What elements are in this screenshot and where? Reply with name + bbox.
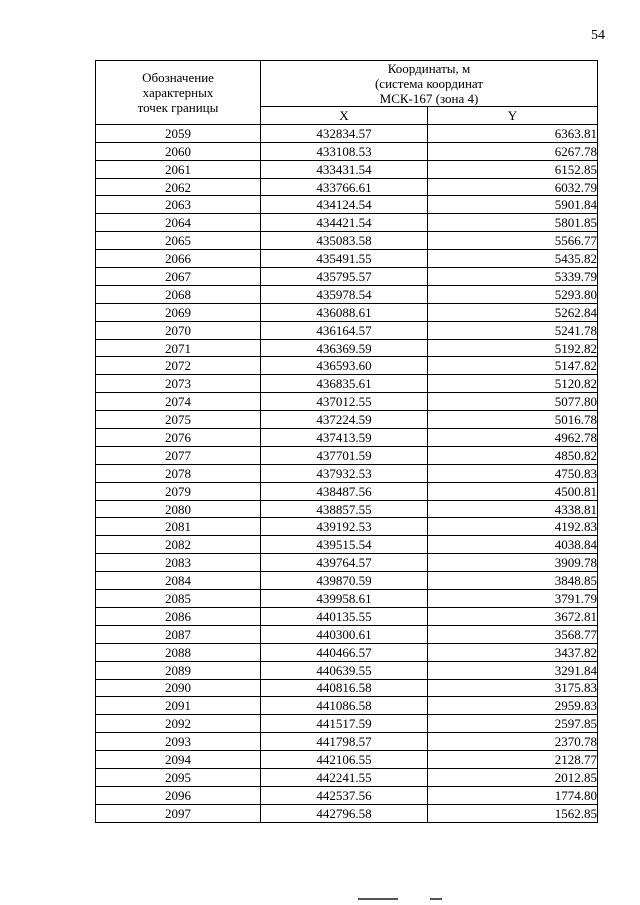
y-coordinate-cell: 2370.78 [428,733,598,751]
table-row [96,518,598,536]
point-number-cell: 2065 [96,232,261,250]
y-coordinate-cell: 5147.82 [428,357,598,375]
y-coordinate-cell: 5262.84 [428,303,598,321]
y-coordinate-cell: 4338.81 [428,500,598,518]
y-coordinate-cell: 6152.85 [428,160,598,178]
point-number-cell: 2068 [96,285,261,303]
table-row [96,500,598,518]
point-number-cell: 2070 [96,321,261,339]
point-number-cell: 2066 [96,250,261,268]
point-number-cell: 2089 [96,661,261,679]
x-coordinate-cell: 439515.54 [261,536,428,554]
x-coordinate-cell: 437701.59 [261,446,428,464]
x-coordinate-cell: 439958.61 [261,590,428,608]
x-coordinate-cell: 437012.55 [261,393,428,411]
table-row [96,339,598,357]
table-row [96,285,598,303]
x-coordinate-cell: 440135.55 [261,607,428,625]
x-coordinate-cell: 439870.59 [261,572,428,590]
x-coordinate-cell: 436593.60 [261,357,428,375]
x-coordinate-cell: 438857.55 [261,500,428,518]
y-coordinate-cell: 3909.78 [428,554,598,572]
y-coordinate-cell: 3291.84 [428,661,598,679]
x-column-header: X [261,107,428,125]
point-number-cell: 2076 [96,429,261,447]
coordinates-header-line: (система координат [374,76,484,91]
table-row [96,482,598,500]
x-coordinate-cell: 433108.53 [261,142,428,160]
coordinates-header-line: МСК-167 (зона 4) [379,91,479,106]
point-number-cell: 2064 [96,214,261,232]
table-row [96,643,598,661]
table-row [96,411,598,429]
table-row [96,536,598,554]
table-row [96,214,598,232]
y-coordinate-cell: 5192.82 [428,339,598,357]
y-coordinate-cell: 5435.82 [428,250,598,268]
point-number-cell: 2093 [96,733,261,751]
y-coordinate-cell: 5901.84 [428,196,598,214]
x-coordinate-cell: 439764.57 [261,554,428,572]
point-number-cell: 2094 [96,751,261,769]
designation-header [96,61,261,125]
point-number-cell: 2061 [96,160,261,178]
y-coordinate-cell: 5120.82 [428,375,598,393]
designation-header-line: характерных [142,84,214,100]
point-number-cell: 2082 [96,536,261,554]
x-coordinate-cell: 441086.58 [261,697,428,715]
y-coordinate-cell: 5801.85 [428,214,598,232]
table-row [96,625,598,643]
y-coordinate-cell: 5566.77 [428,232,598,250]
coordinates-header-line: Координаты, м [387,61,471,76]
y-coordinate-cell: 4962.78 [428,429,598,447]
coordinates-table [95,60,598,823]
table-row [96,751,598,769]
y-coordinate-cell: 2128.77 [428,751,598,769]
table-row [96,446,598,464]
coordinates-header [261,61,598,107]
table-row [96,232,598,250]
x-coordinate-cell: 442796.58 [261,804,428,822]
table-row [96,804,598,822]
x-coordinate-cell: 437413.59 [261,429,428,447]
x-coordinate-cell: 440816.58 [261,679,428,697]
point-number-cell: 2096 [96,786,261,804]
point-number-cell: 2090 [96,679,261,697]
point-number-cell: 2080 [96,500,261,518]
point-number-cell: 2092 [96,715,261,733]
y-coordinate-cell: 6032.79 [428,178,598,196]
table-row [96,429,598,447]
x-coordinate-cell: 436164.57 [261,321,428,339]
y-coordinate-cell: 6363.81 [428,124,598,142]
x-coordinate-cell: 441798.57 [261,733,428,751]
x-coordinate-cell: 435978.54 [261,285,428,303]
y-coordinate-cell: 5077.80 [428,393,598,411]
x-coordinate-cell: 436369.59 [261,339,428,357]
table-row [96,178,598,196]
table-row [96,303,598,321]
y-coordinate-cell: 3437.82 [428,643,598,661]
point-number-cell: 2075 [96,411,261,429]
y-coordinate-cell: 2597.85 [428,715,598,733]
table-row [96,661,598,679]
x-coordinate-cell: 439192.53 [261,518,428,536]
y-coordinate-cell: 3568.77 [428,625,598,643]
point-number-cell: 2081 [96,518,261,536]
point-number-cell: 2095 [96,768,261,786]
point-number-cell: 2067 [96,268,261,286]
point-number-cell: 2086 [96,607,261,625]
point-number-cell: 2079 [96,482,261,500]
y-coordinate-cell: 3175.83 [428,679,598,697]
y-coordinate-cell: 5293.80 [428,285,598,303]
point-number-cell: 2071 [96,339,261,357]
x-coordinate-cell: 440300.61 [261,625,428,643]
x-coordinate-cell: 437224.59 [261,411,428,429]
point-number-cell: 2069 [96,303,261,321]
table-row [96,375,598,393]
table-row [96,786,598,804]
table-row [96,590,598,608]
y-coordinate-cell: 4038.84 [428,536,598,554]
table-header-row [96,61,598,107]
y-coordinate-cell: 4192.83 [428,518,598,536]
y-column-header: Y [428,107,598,125]
y-coordinate-cell: 6267.78 [428,142,598,160]
table-row [96,697,598,715]
point-number-cell: 2083 [96,554,261,572]
table-body [96,124,598,822]
x-coordinate-cell: 440466.57 [261,643,428,661]
x-coordinate-cell: 434124.54 [261,196,428,214]
y-coordinate-cell: 1774.80 [428,786,598,804]
footer-scan-mark [358,898,448,901]
x-coordinate-cell: 442106.55 [261,751,428,769]
page-number: 54 [591,28,605,43]
designation-header-line: точек границы [137,99,219,115]
table-row [96,572,598,590]
table-row [96,554,598,572]
x-coordinate-cell: 433431.54 [261,160,428,178]
point-number-cell: 2074 [96,393,261,411]
y-coordinate-cell: 4500.81 [428,482,598,500]
y-coordinate-cell: 4750.83 [428,464,598,482]
x-coordinate-cell: 435795.57 [261,268,428,286]
y-coordinate-cell: 3848.85 [428,572,598,590]
x-coordinate-cell: 438487.56 [261,482,428,500]
x-coordinate-cell: 435083.58 [261,232,428,250]
table-row [96,679,598,697]
table-row [96,607,598,625]
point-number-cell: 2078 [96,464,261,482]
point-number-cell: 2073 [96,375,261,393]
y-coordinate-cell: 2012.85 [428,768,598,786]
x-coordinate-cell: 435491.55 [261,250,428,268]
x-coordinate-cell: 440639.55 [261,661,428,679]
y-coordinate-cell: 5241.78 [428,321,598,339]
point-number-cell: 2063 [96,196,261,214]
table-row [96,160,598,178]
table-row [96,464,598,482]
point-number-cell: 2085 [96,590,261,608]
x-coordinate-cell: 436088.61 [261,303,428,321]
table-row [96,393,598,411]
point-number-cell: 2087 [96,625,261,643]
table-row [96,124,598,142]
table-row [96,768,598,786]
y-coordinate-cell: 3791.79 [428,590,598,608]
table-row [96,715,598,733]
point-number-cell: 2072 [96,357,261,375]
point-number-cell: 2060 [96,142,261,160]
x-coordinate-cell: 432834.57 [261,124,428,142]
table-row [96,268,598,286]
designation-header-line: Обозначение [142,69,214,85]
y-coordinate-cell: 3672.81 [428,607,598,625]
x-coordinate-cell: 436835.61 [261,375,428,393]
x-coordinate-cell: 442241.55 [261,768,428,786]
point-number-cell: 2077 [96,446,261,464]
table-row [96,733,598,751]
table-row [96,142,598,160]
y-coordinate-cell: 5016.78 [428,411,598,429]
table-row [96,321,598,339]
point-number-cell: 2062 [96,178,261,196]
table-row [96,357,598,375]
table-row [96,250,598,268]
point-number-cell: 2091 [96,697,261,715]
table-row [96,196,598,214]
y-coordinate-cell: 5339.79 [428,268,598,286]
x-coordinate-cell: 441517.59 [261,715,428,733]
point-number-cell: 2088 [96,643,261,661]
point-number-cell: 2097 [96,804,261,822]
y-coordinate-cell: 4850.82 [428,446,598,464]
x-coordinate-cell: 434421.54 [261,214,428,232]
y-coordinate-cell: 1562.85 [428,804,598,822]
y-coordinate-cell: 2959.83 [428,697,598,715]
x-coordinate-cell: 433766.61 [261,178,428,196]
x-coordinate-cell: 442537.56 [261,786,428,804]
point-number-cell: 2084 [96,572,261,590]
point-number-cell: 2059 [96,124,261,142]
x-coordinate-cell: 437932.53 [261,464,428,482]
